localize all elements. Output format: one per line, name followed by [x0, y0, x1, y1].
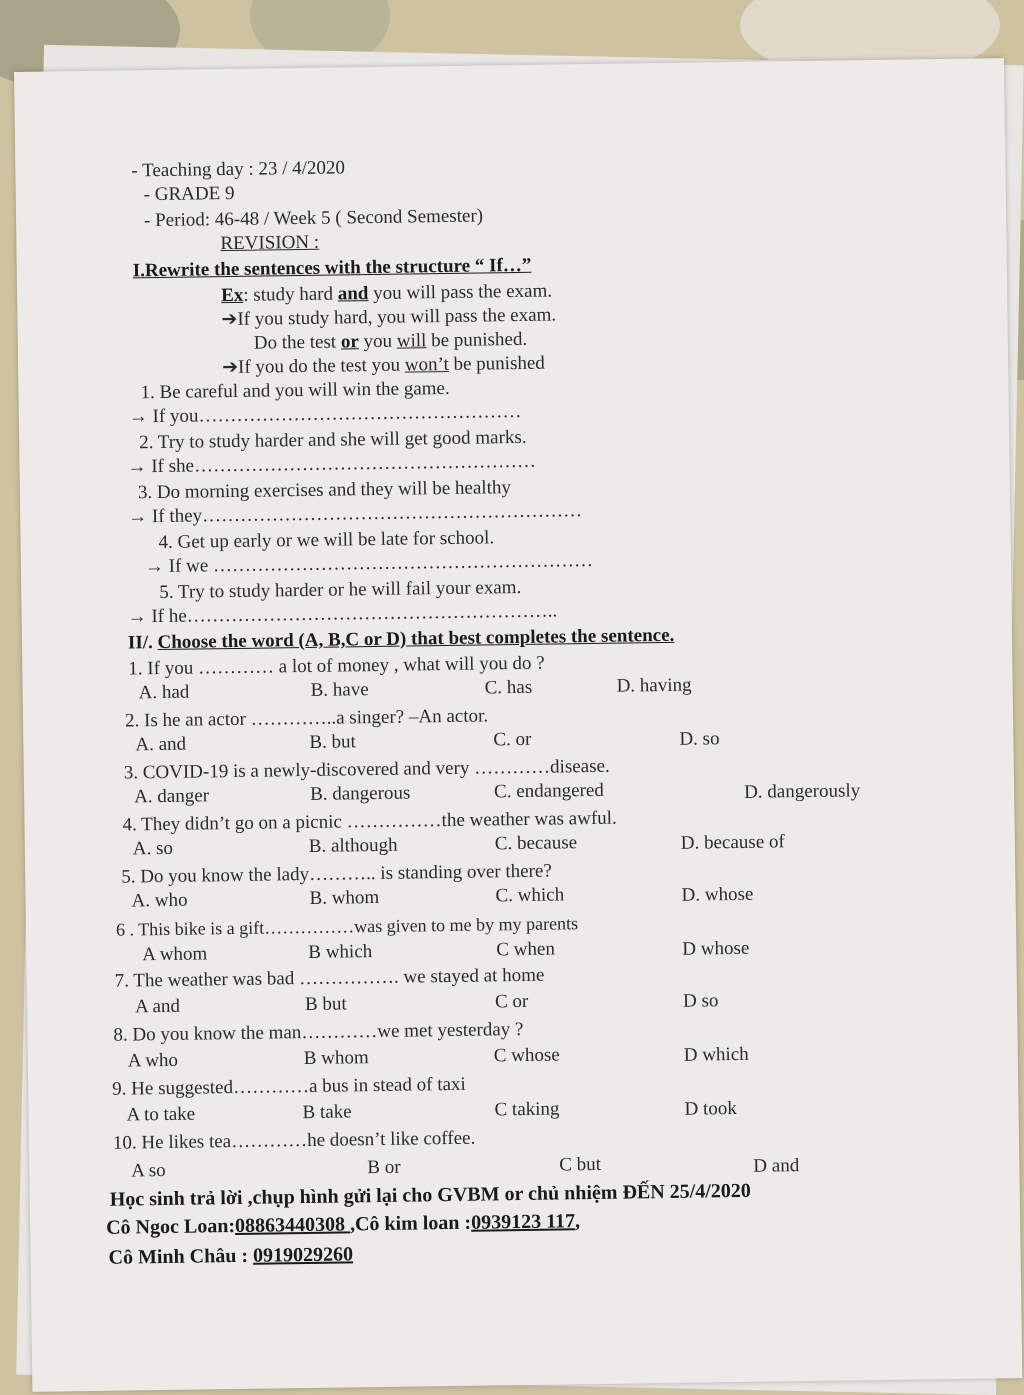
mc-option-b[interactable]: B. have — [310, 679, 369, 701]
rewrite-answer-line[interactable]: → If you…………………………………………… — [128, 400, 522, 428]
mc-option-d[interactable]: D. dangerously — [743, 780, 861, 803]
mc-option-b[interactable]: B whom — [303, 1047, 369, 1070]
mc-option-d[interactable]: D. so — [679, 728, 720, 750]
example-wont: won’t — [404, 353, 449, 376]
mc-option-b[interactable]: B. although — [308, 834, 398, 857]
mc-option-a[interactable]: A. danger — [133, 785, 210, 808]
example-text: be punished — [448, 352, 545, 375]
teacher-kim-phone[interactable]: 0939123 117 — [470, 1210, 576, 1234]
grade: - GRADE 9 — [143, 182, 235, 206]
teacher-chau-label: Cô Minh Châu : — [108, 1244, 254, 1269]
mc-question: 8. Do you know the man…………we met yesterday ? — [113, 1018, 524, 1046]
rewrite-answer-line[interactable]: → If he………………………………………………….. — [127, 600, 558, 628]
section-2-title — [128, 625, 675, 655]
rewrite-question: 5. Try to study harder or he will fail your exam. — [159, 576, 522, 604]
worksheet-page — [14, 58, 1022, 1392]
example-1 — [221, 281, 552, 308]
example-text: you will pass the exam. — [368, 280, 553, 305]
mc-option-a[interactable]: A. had — [138, 681, 190, 704]
mc-option-c[interactable]: C. or — [493, 728, 532, 751]
submission-instruction: Học sinh trả lời ,chụp hình gửi lại cho GVBM or chủ nhiệm ĐẾN 25/4/2020 — [109, 1179, 751, 1211]
teacher-loan-phone[interactable]: 08863440308 — [234, 1213, 351, 1238]
mc-question: 10. He likes tea…………he doesn’t like coffee. — [112, 1127, 476, 1154]
mc-option-c[interactable]: C when — [496, 938, 556, 961]
mc-option-b[interactable]: B which — [308, 941, 373, 963]
teacher-contacts — [106, 1210, 580, 1239]
mc-option-d[interactable]: D so — [682, 990, 719, 1012]
mc-option-a[interactable]: A. so — [132, 837, 174, 860]
mc-option-a[interactable]: A. who — [131, 889, 188, 912]
mc-option-b[interactable]: B. whom — [309, 886, 380, 909]
mc-option-c[interactable]: C. which — [495, 884, 565, 907]
rewrite-answer-line[interactable]: → If she……………………………………………… — [127, 450, 537, 478]
example-text: Do the test — [253, 331, 342, 354]
mc-question: 7. The weather was bad ……………. we stayed at home — [114, 964, 545, 992]
mc-option-c[interactable]: C but — [559, 1153, 602, 1176]
example-label: Ex — [220, 284, 244, 307]
mc-option-c[interactable]: C taking — [494, 1098, 560, 1121]
mc-option-b[interactable]: B or — [367, 1156, 401, 1179]
mc-option-c[interactable]: C or — [494, 990, 529, 1013]
example-text: ➔If you do the test you — [222, 354, 405, 379]
mc-option-d[interactable]: D. having — [616, 674, 692, 697]
section-1-title: I.Rewrite the sentences with the structure “ If…” — [132, 254, 532, 282]
teacher-loan-label: Cô Ngoc Loan: — [105, 1215, 236, 1239]
mc-option-c[interactable]: C. endangered — [493, 779, 604, 803]
mc-option-d[interactable]: D and — [753, 1155, 800, 1177]
rewrite-answer-line[interactable]: → If we …………………………………………………… — [144, 549, 594, 578]
mc-option-d[interactable]: D. because of — [680, 831, 785, 854]
section-2-prefix: II/. — [127, 632, 158, 654]
mc-option-d[interactable]: D whose — [682, 937, 750, 960]
revision-heading: REVISION : — [220, 231, 320, 255]
mc-option-b[interactable]: B. dangerous — [309, 782, 411, 805]
teacher-kim-comma: , — [574, 1210, 581, 1233]
rewrite-question: 3. Do morning exercises and they will be healthy — [137, 477, 512, 504]
mc-option-a[interactable]: A whom — [142, 943, 208, 966]
mc-option-c[interactable]: C. has — [484, 676, 533, 699]
section-2-heading: Choose the word (A, B,C or D) that best completes the sentence. — [157, 624, 675, 654]
example-text: : study hard — [243, 283, 338, 306]
mc-question: 1. If you ………… a lot of money , what will you do ? — [128, 652, 545, 680]
mc-question: 2. Is he an actor …………..a singer? –An actor. — [124, 705, 489, 732]
example-2 — [254, 329, 528, 355]
mc-question: 4. They didn’t go on a picnic ……………the weather was awful. — [122, 807, 617, 836]
mc-option-b[interactable]: B but — [304, 993, 347, 1016]
example-1-answer: ➔If you study hard, you will pass the exam. — [221, 304, 557, 331]
example-will: will — [396, 330, 427, 352]
rewrite-question: 1. Be careful and you will win the game. — [140, 377, 450, 404]
teacher-chau-phone[interactable]: 0919029260 — [252, 1243, 354, 1267]
mc-question: 3. COVID-19 is a newly-discovered and very …………disease. — [123, 755, 610, 784]
example-and: and — [337, 283, 369, 305]
mc-option-a[interactable]: A. and — [135, 733, 187, 756]
example-text: be punished. — [426, 328, 528, 352]
mc-option-a[interactable]: A and — [134, 995, 181, 1018]
mc-option-a[interactable]: A who — [127, 1049, 179, 1072]
teaching-day: - Teaching day : 23 / 4/2020 — [131, 157, 346, 182]
mc-option-d[interactable]: D which — [683, 1043, 749, 1066]
example-text: you — [358, 330, 397, 353]
rewrite-question: 2. Try to study harder and she will get good marks. — [139, 426, 527, 454]
example-2-answer — [222, 353, 545, 380]
period: - Period: 46-48 / Week 5 ( Second Semester) — [143, 205, 484, 232]
example-or: or — [340, 331, 359, 353]
mc-question: 6 . This bike is a gift……………was given to me by my parents — [115, 913, 579, 940]
mc-option-b[interactable]: B. but — [309, 731, 356, 753]
mc-option-c[interactable]: C whose — [493, 1044, 560, 1067]
mc-option-d[interactable]: D. whose — [681, 883, 754, 906]
rewrite-question: 4. Get up early or we will be late for school. — [158, 527, 495, 554]
mc-option-a[interactable]: A so — [131, 1159, 166, 1182]
mc-option-a[interactable]: A to take — [126, 1103, 196, 1126]
mc-question: 5. Do you know the lady……….. is standing over there? — [121, 860, 552, 888]
mc-option-b[interactable]: B take — [302, 1101, 352, 1124]
mc-option-d[interactable]: D took — [684, 1098, 737, 1120]
teacher-contact-chau — [108, 1243, 353, 1268]
mc-option-c[interactable]: C. because — [494, 832, 578, 855]
rewrite-answer-line[interactable]: → If they…………………………………………………… — [128, 500, 583, 528]
mc-question: 9. He suggested…………a bus in stead of taxi — [112, 1073, 466, 1100]
teacher-kim-label: ,Cô kim loan : — [349, 1211, 472, 1236]
